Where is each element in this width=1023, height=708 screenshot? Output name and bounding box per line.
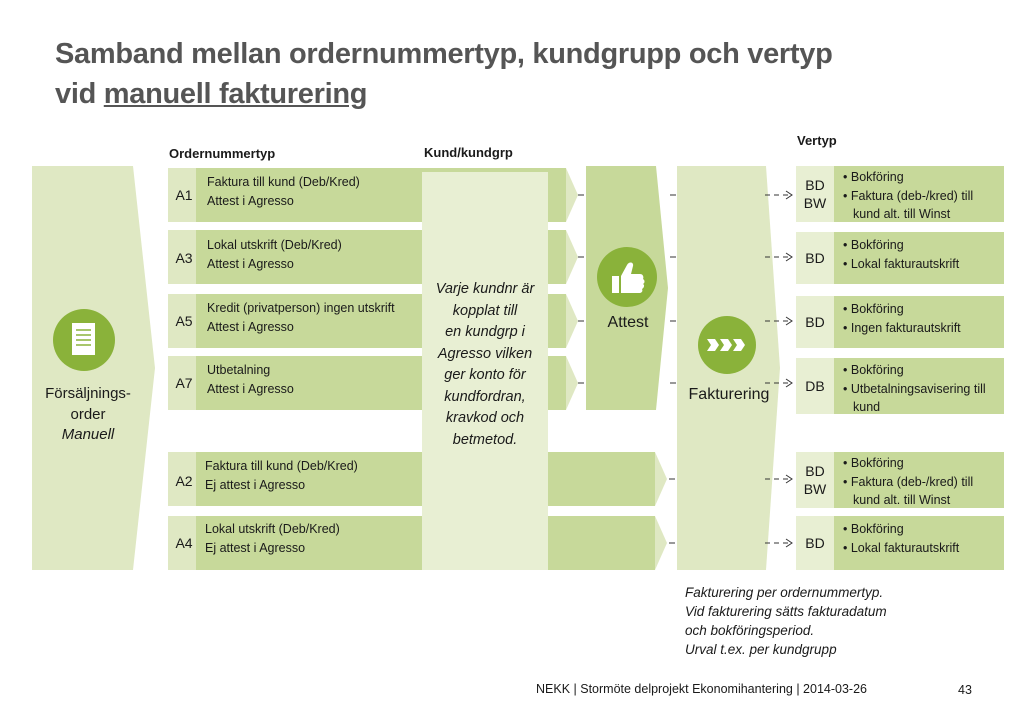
attest-label: Attest	[607, 314, 649, 331]
fakturering-note: Fakturering per ordernummertyp. Vid fakturering sätts fakturadatum och bokföringsperiod. Urval t.ex. per kundgrupp	[685, 585, 887, 657]
footer-text: NEKK | Stormöte delprojekt Ekonomihantering | 2014-03-26	[536, 682, 867, 696]
vertyp-code: BD	[805, 314, 825, 330]
vertyp-code: BD	[805, 250, 825, 266]
vertyp-list: • Bokföring • Faktura (deb-/kred) till kund alt. till Winst	[843, 170, 974, 221]
header-kund: Kund/kundgrp	[424, 145, 513, 160]
vertyp-list: • Bokföring • Lokal fakturautskrift	[843, 522, 960, 555]
row-text: Faktura till kund (Deb/Kred) Ej attest i Agresso	[205, 459, 358, 492]
vertyp-list: • Bokföring • Faktura (deb-/kred) till kund alt. till Winst	[843, 456, 974, 507]
vertyp-list: • Bokföring • Utbetalningsavisering till kund	[843, 363, 986, 414]
title-underlined: manuell fakturering	[103, 78, 368, 110]
row-code: A5	[175, 313, 193, 329]
row-text: Faktura till kund (Deb/Kred) Attest i Agresso	[207, 175, 360, 208]
kund-description: Varje kundnr är kopplat till en kundgrp i Agresso vilken ger konto för kundfordran, kravkod och betmetod.	[435, 281, 535, 448]
row-code: A3	[175, 250, 193, 266]
row-code: A2	[175, 473, 193, 489]
title-line2: vid manuell fakturering	[55, 78, 368, 110]
row-text: Kredit (privatperson) ingen utskrift Attest i Agresso	[207, 301, 395, 334]
row-text: Lokal utskrift (Deb/Kred) Ej attest i Agresso	[205, 522, 340, 555]
title-line1: Samband mellan ordernummertyp, kundgrupp och vertyp	[55, 38, 833, 70]
row-text: Utbetalning Attest i Agresso	[207, 363, 294, 396]
row-code: A4	[175, 535, 193, 551]
vertyp-code: BD BW	[803, 463, 827, 497]
fakturering-label: Fakturering	[688, 386, 770, 403]
vertyp-list: • Bokföring • Ingen fakturautskrift	[843, 302, 961, 335]
document-icon	[53, 309, 115, 371]
row-code: A7	[175, 375, 193, 391]
row-code: A1	[175, 187, 193, 203]
header-ordernummertyp: Ordernummertyp	[169, 146, 276, 161]
row-text: Lokal utskrift (Deb/Kred) Attest i Agresso	[207, 238, 342, 271]
page-number: 43	[958, 683, 972, 697]
vertyp-code: DB	[805, 378, 825, 394]
vertyp-code: BD	[805, 535, 825, 551]
arrows-icon	[698, 316, 756, 374]
vertyp-list: • Bokföring • Lokal fakturautskrift	[843, 238, 960, 271]
thumbs-up-icon	[597, 247, 657, 307]
source-label: Försäljnings- order Manuell	[45, 385, 131, 443]
header-vertyp: Vertyp	[797, 133, 837, 148]
vertyp-code: BD BW	[803, 177, 827, 211]
